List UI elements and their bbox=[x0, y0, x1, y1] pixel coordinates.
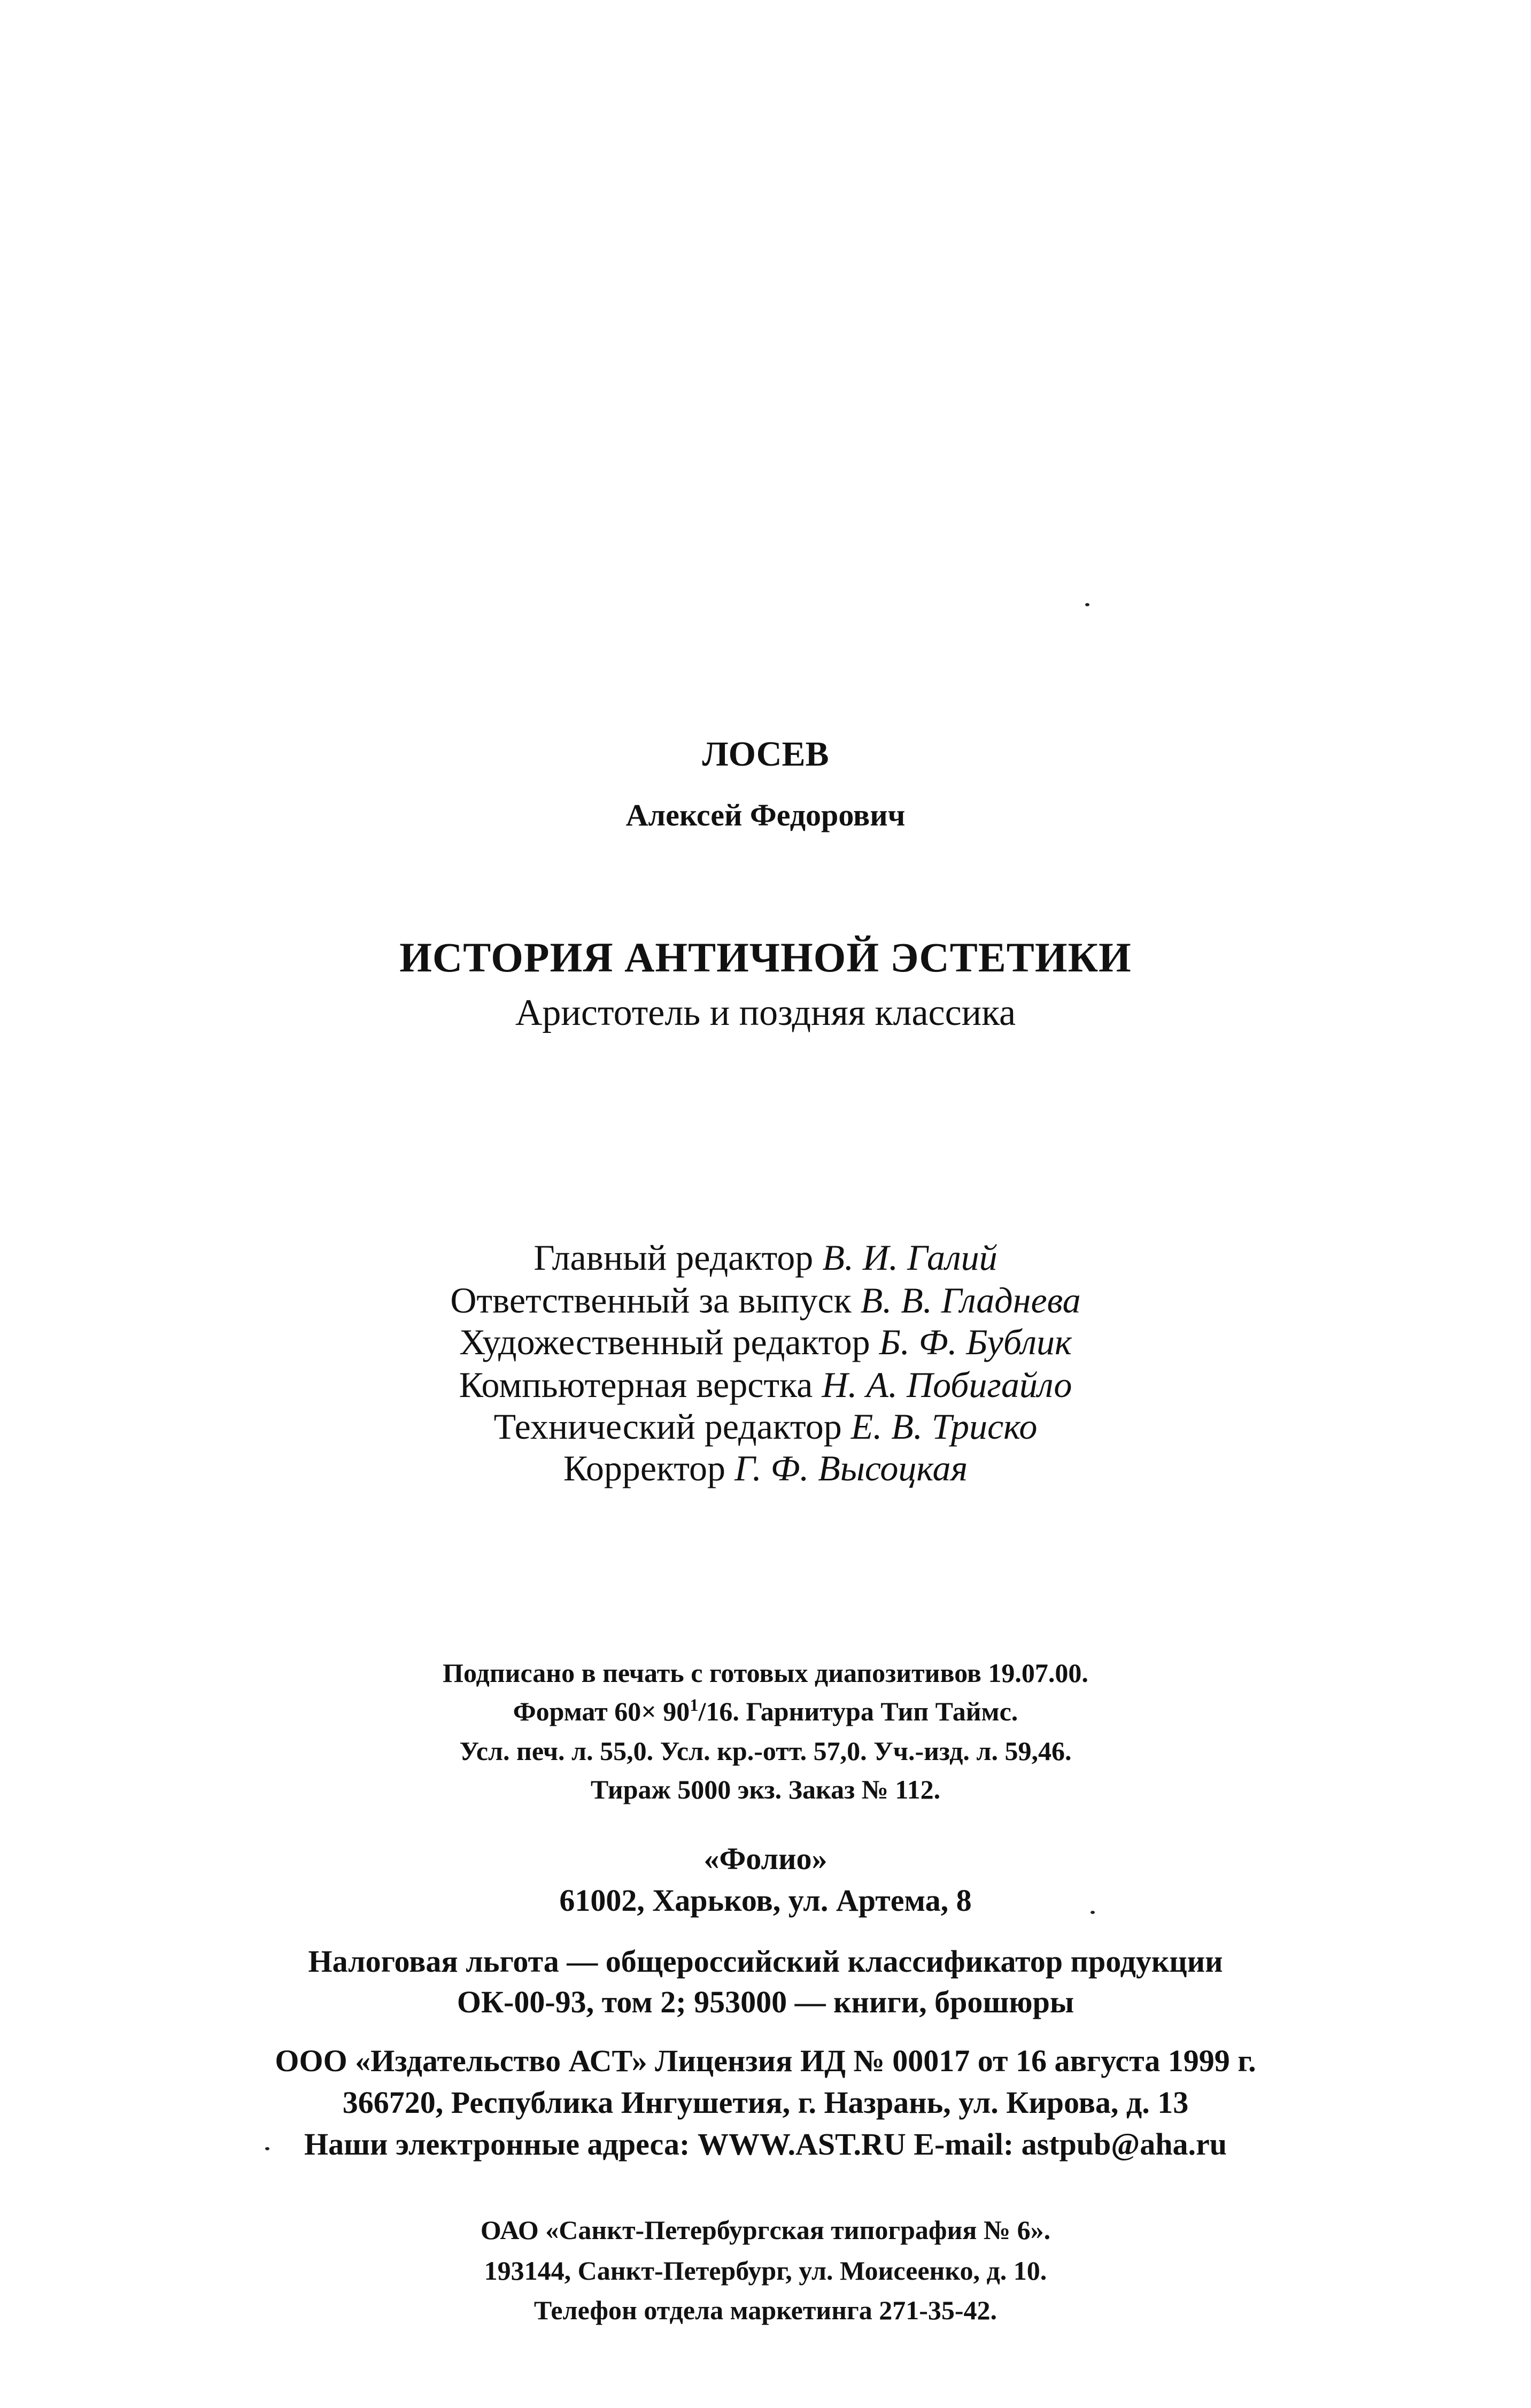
book-title: ИСТОРИЯ АНТИЧНОЙ ЭСТЕТИКИ bbox=[399, 934, 1132, 981]
credit-role: Технический редактор bbox=[493, 1406, 842, 1447]
publisher-name: «Фолио» bbox=[703, 1841, 828, 1876]
credit-person: Г. Ф. Высоцкая bbox=[734, 1448, 968, 1488]
ast-address: 366720, Республика Ингушетия, г. Назрань, ул. Кирова, д. 13 bbox=[342, 2085, 1189, 2120]
publisher-address: 61002, Харьков, ул. Артема, 8 bbox=[559, 1883, 972, 1918]
credit-line bbox=[0, 1280, 1531, 1321]
credit-role: Главный редактор bbox=[533, 1237, 814, 1278]
print-signed: Подписано в печать с готовых диапозитивов 19.07.00. bbox=[443, 1658, 1088, 1688]
printer-address: 193144, Санкт-Петербург, ул. Моисеенко, д. 10. bbox=[484, 2256, 1047, 2286]
credit-role: Корректор bbox=[563, 1448, 726, 1488]
author-surname: ЛОСЕВ bbox=[702, 735, 829, 774]
printer-phone: Телефон отдела маркетинга 271-35-42. bbox=[533, 2295, 998, 2325]
printer-name: ОАО «Санкт-Петербургская типография № 6». bbox=[480, 2215, 1051, 2245]
author-name: Алексей Федорович bbox=[625, 798, 906, 832]
credit-line bbox=[0, 1239, 1531, 1276]
ast-license: ООО «Издательство АСТ» Лицензия ИД № 00017 от 16 августа 1999 г. bbox=[275, 2043, 1256, 2078]
print-format bbox=[0, 1698, 1531, 1725]
print-format-sup: 1 bbox=[690, 1696, 699, 1716]
credit-role: Ответственный за выпуск bbox=[450, 1280, 852, 1321]
print-speck bbox=[1085, 603, 1089, 606]
print-format-suffix: /16. Гарнитура Тип Таймс. bbox=[698, 1696, 1018, 1726]
credit-line bbox=[0, 1324, 1531, 1360]
tax-line: ОК-00-93, том 2; 953000 — книги, брошюры bbox=[457, 1985, 1074, 2019]
credit-line bbox=[0, 1364, 1531, 1405]
credit-person: Б. Ф. Бублик bbox=[879, 1322, 1072, 1362]
credit-line bbox=[0, 1408, 1531, 1445]
print-sheets: Усл. печ. л. 55,0. Усл. кр.-отт. 57,0. Уч.-изд. л. 59,46. bbox=[459, 1736, 1072, 1766]
credit-person: Н. А. Побигайло bbox=[822, 1364, 1072, 1405]
print-format-prefix: Формат 60× 90 bbox=[513, 1696, 690, 1726]
ast-web: Наши электронные адреса: WWW.AST.RU E-mail: astpub@aha.ru bbox=[304, 2127, 1227, 2162]
credit-person: Е. В. Триско bbox=[850, 1406, 1038, 1447]
print-run: Тираж 5000 экз. Заказ № 112. bbox=[590, 1774, 941, 1804]
book-subtitle: Аристотель и поздняя классика bbox=[515, 992, 1016, 1033]
credit-role: Художественный редактор bbox=[459, 1322, 870, 1362]
tax-line: Налоговая льгота — общероссийский классификатор продукции bbox=[308, 1944, 1223, 1979]
credit-role: Компьютерная верстка bbox=[459, 1364, 813, 1405]
credit-line bbox=[0, 1450, 1531, 1486]
credit-person: В. В. Гладнева bbox=[860, 1280, 1081, 1321]
credit-person: В. И. Галий bbox=[822, 1237, 998, 1278]
